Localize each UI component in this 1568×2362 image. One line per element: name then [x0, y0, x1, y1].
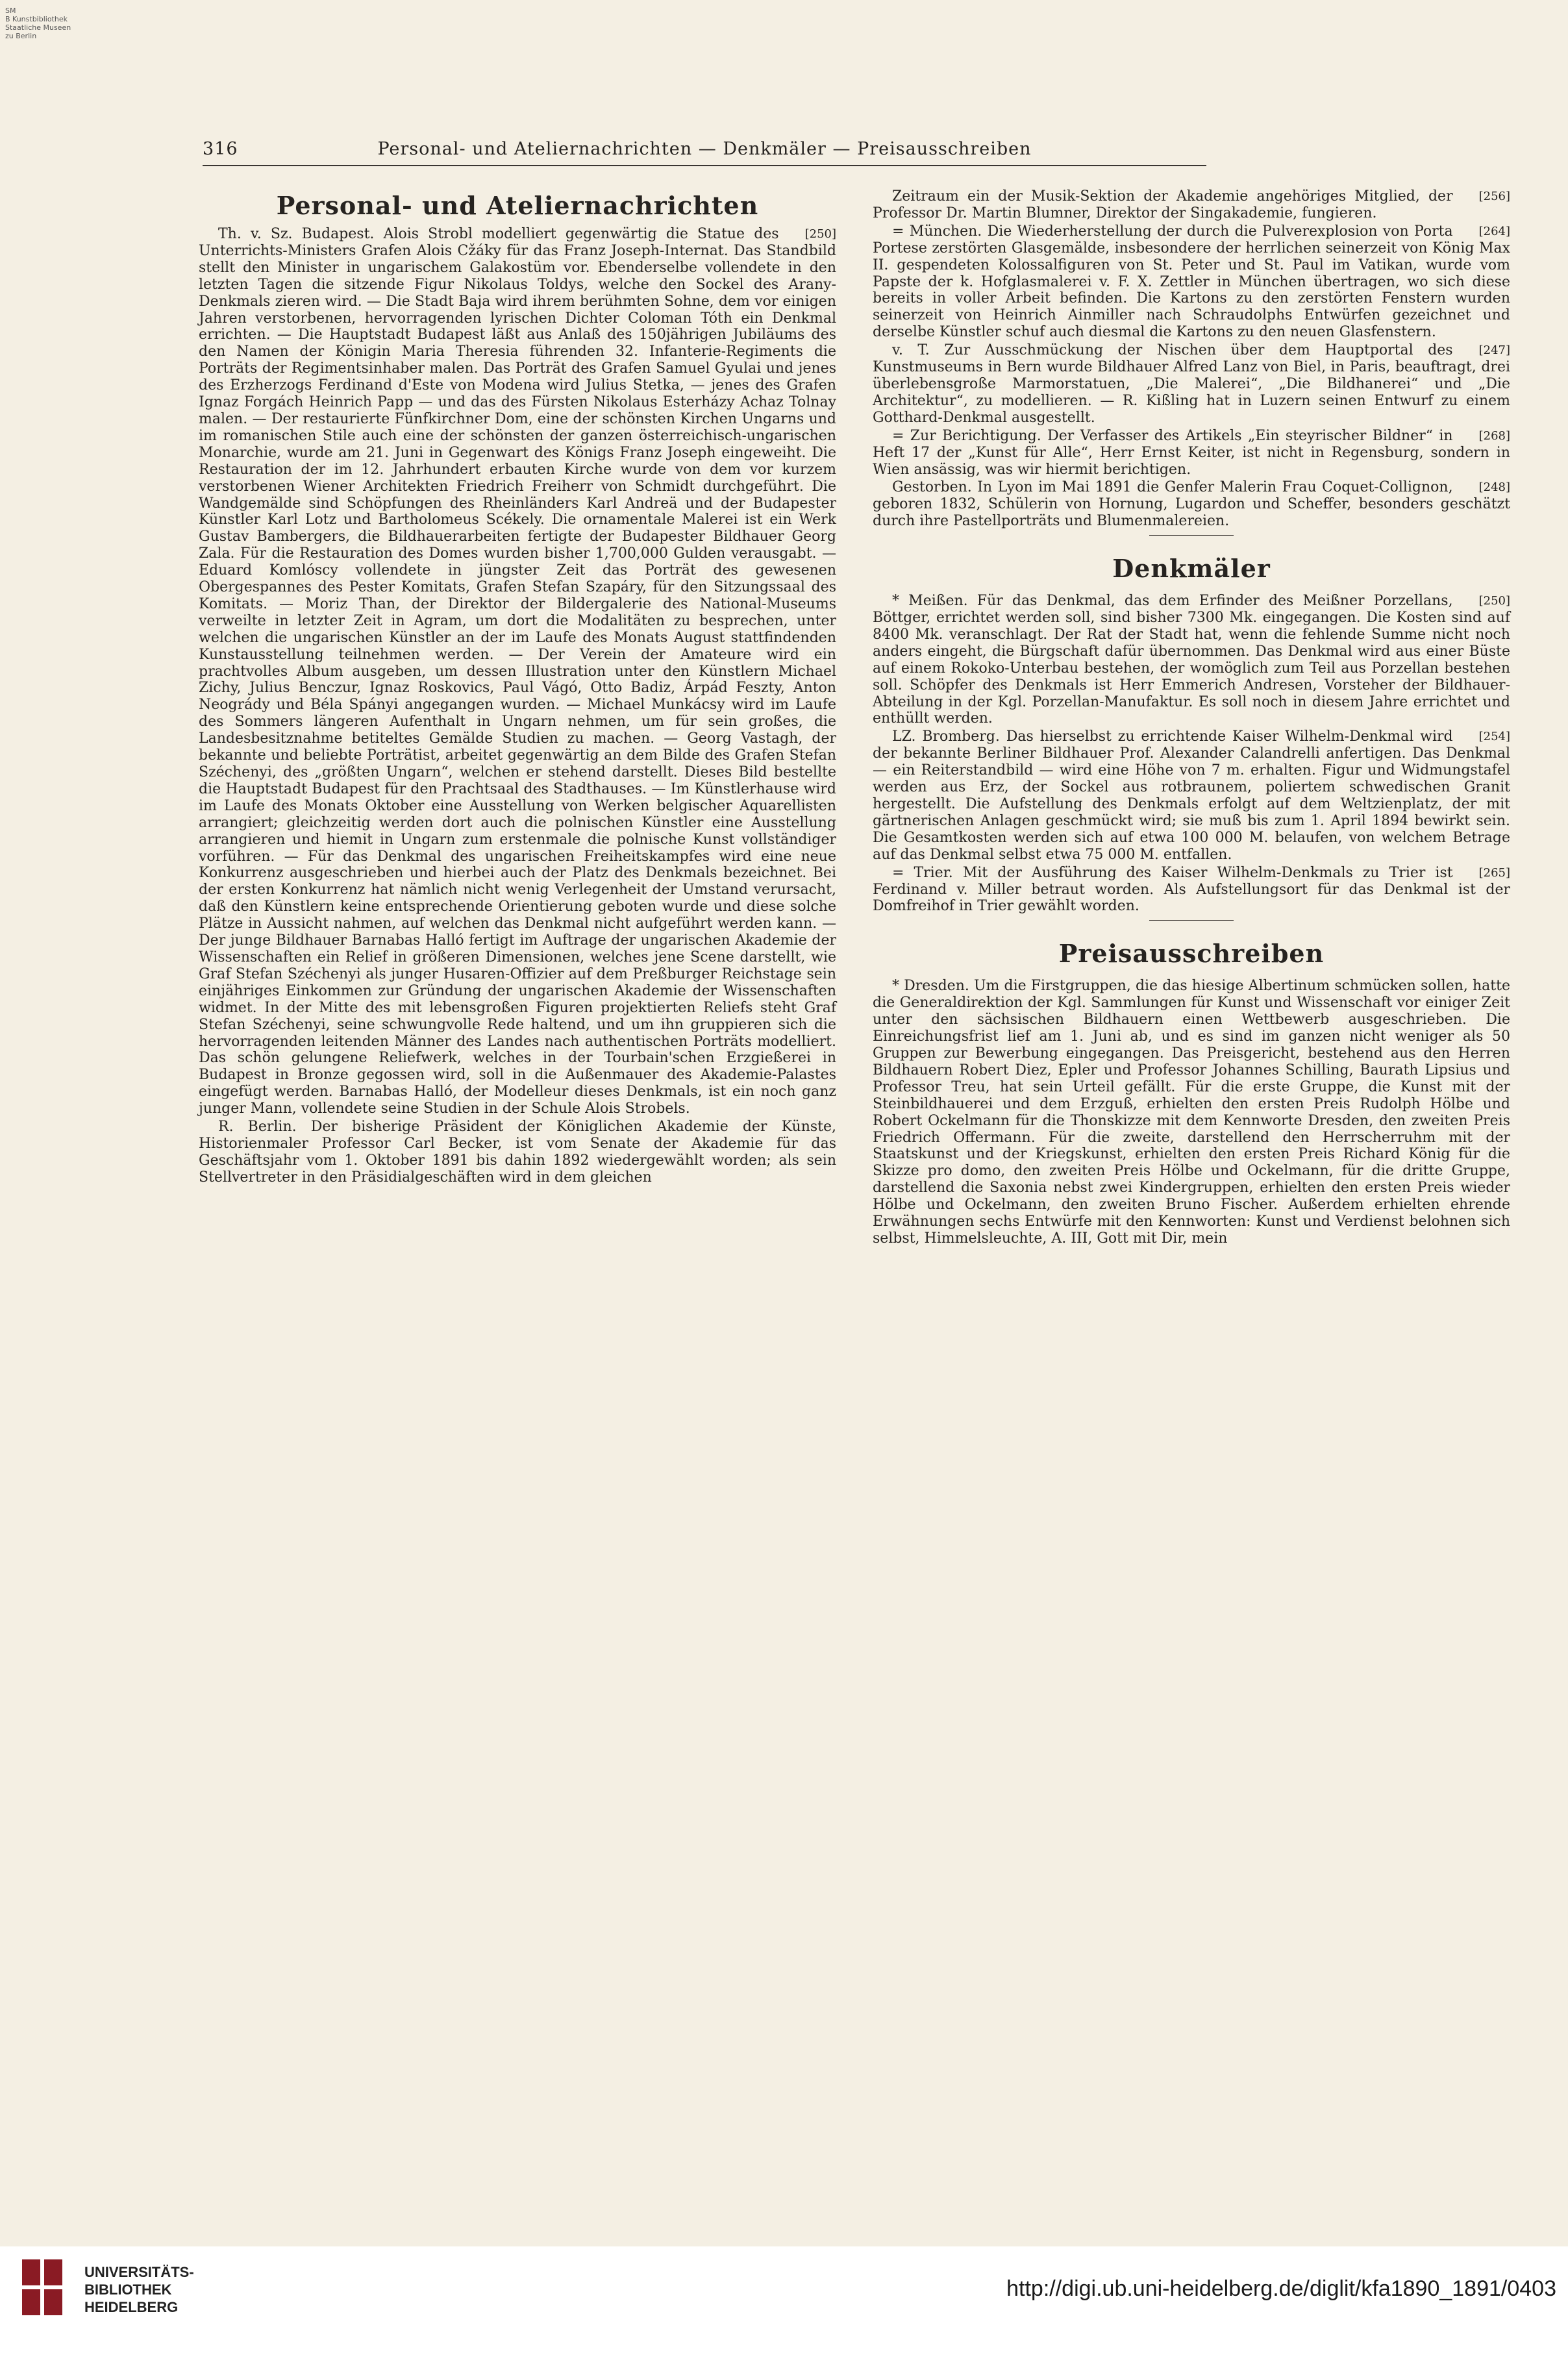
article-ref: [268] [1478, 429, 1510, 443]
section-heading-personal: Personal- und Ateliernachrichten [276, 191, 759, 220]
stamp-line: Staatliche Museen [5, 23, 71, 32]
stamp-line: zu Berlin [5, 32, 37, 40]
article-paragraph [199, 226, 836, 1117]
article-text: v. T. Zur Ausschmückung der Nischen über dem Hauptportal des Kunstmuseums in Bern wurde Bildhauer Alfred Lanz von Biel, in Paris, beauftragt, drei überlebensgroße Marmorstatuen, „Die Malerei“, „Die Bildhanerei“ und „Die Architektur“, zu modellieren. — R. Kißling hat in Luzern seinen Entwurf zu einem Gotthard-Denkmal ausgestellt. [873, 342, 1510, 426]
article-paragraph [873, 593, 1510, 727]
article-text: = München. Die Wiederherstellung der durch die Pulverexplosion von Porta Portese zerstörten Glasgemälde, insbesondere der herrlichen seinerzeit von König Max II. gespendeten Kolossalfiguren von St. Peter und St. Paul im Vatikan, wurde vom Papste der k. Hofglasmalerei v. F. X. Zettler in München übertragen, wo sich diese bereits in voller Arbeit befinden. Die Kartons zu den zerstörten Fenstern wurden seinerzeit von Heinrich Ainmiller nach Schraudolphs Entwürfen gezeichnet und derselbe Künstler schuf auch diesmal die Kartons zu den neuen Glasfenstern. [873, 223, 1510, 341]
article-text: Th. v. Sz. Budapest. Alois Strobl modelliert gegenwärtig die Statue des Unterrichts-Ministers Grafen Alois Cžáky für das Franz Joseph-Internat. Das Standbild stellt den Minister in ungarischem Galakostüm vor. Ebenderselbe vollendete in den letzten Tagen die sitzende Figur Nikolaus Toldys, welche den Sockel des Arany-Denkmals zieren wird. — Die Stadt Baja wird ihrem berühmten Sohne, dem vor einigen Jahren verstorbenen, hervorragenden lyrischen Dichter Coloman Tóth ein Denkmal errichten. — Die Hauptstadt Budapest läßt aus Anlaß des 150jährigen Jubiläums des den Namen der Königin Maria Theresia führenden 32. Infanterie-Regiments die Porträts der Regimentsinhaber malen. Das Porträt des Grafen Samuel Gyulai und jenes des Erzherzogs Ferdinand d'Este von Modena wird Julius Stetka, — jenes des Grafen Ignaz Forgách Heinrich Papp — und das des Fürsten Nikolaus Esterházy Achaz Tolnay malen. — Der restaurierte Fünfkirchner Dom, eine der schönsten Kirchen Ungarns und im romanischen Stile auch eine der schönsten der ganzen österreichisch-ungarischen Monarchie, wurde am 21. Juni in Gegenwart des Königs Franz Joseph eingeweiht. Die Restauration der im 12. Jahrhundert erbauten Kirche wurde von dem vor kurzem verstorbenen Wiener Architekten Friedrich Freiherr von Schmidt durchgeführt. Die Wandgemälde sind Schöpfungen des Rheinländers Karl Andreä und der Budapester Künstler Karl Lotz und Bartholomeus Scékely. Die ornamentale Malerei ist ein Werk Gustav Bambergers, die Bildhauerarbeiten fertigte der Budapester Bildhauer Georg Zala. Für die Restauration des Domes wurden bisher 1,700,000 Gulden verausgabt. — Eduard Komlóscy vollendete in jüngster Zeit das Porträt des gewesenen Obergespannes des Pester Komitats, Grafen Stefan Szapáry, für den Sitzungssaal des Komitats. — Moriz Than, der Direktor der Bildergalerie des National-Museums verweilte in letzter Zeit in Agram, um dort die Modalitäten zu besprechen, unter welchen die ungarischen Künstler an der im Laufe des Monats August stattfindenden Kunstausstellung teilnehmen werden. — Der Verein der Amateure wird ein prachtvolles Album ausgeben, um dessen Illustration unter den Künstlern Michael Zichy, Julius Benczur, Ignaz Roskovics, Paul Vágó, Otto Badiz, Árpád Feszty, Anton Neogrády und Béla Spányi angegangen wurden. — Michael Munkácsy wird im Laufe des Sommers längeren Aufenthalt in Ungarn nehmen, um für sein großes, die Landesbesitznahme betiteltes Gemälde Studien zu machen. — Georg Vastagh, der bekannte und beliebte Porträtist, arbeitet gegenwärtig an dem Bilde des Grafen Stefan Széchenyi, des „größten Ungarn“, welchen er stehend darstellt. Dieses Bild bestellte die Hauptstadt Budapest für den Prachtsaal des Stadthauses. — Im Künstlerhause wird im Laufe des Monats Oktober eine Ausstellung von Werken belgischer Aquarellisten arrangiert; gleichzeitig werden dort auch die polnischen Künstler eine Ausstellung arrangieren und hiemit in Ungarn zum erstenmale die polnische Kunst vollständiger vorführen. — Für das Denkmal des ungarischen Freiheitskampfes wird eine neue Konkurrenz ausgeschrieben und hierbei auch der Platz des Denkmals bezeichnet. Bei der ersten Konkurrenz hat nämlich nicht wenig Verlegenheit der Umstand verursacht, daß den Künstlern keine entsprechende Orientierung geboten wurde und diese solche Plätze in Aussicht nahmen, auf welchen das Denkmal nicht aufgeführt werden kann. — Der junge Bildhauer Barnabas Halló fertigt im Auftrage der ungarischen Akademie der Wissenschaften ein Relief in größeren Dimensionen, welches jene Scene darstellt, wie Graf Stefan Széchenyi als junger Husaren-Offizier auf dem Preßburger Reichstage sein einjähriges Einkommen zur Gründung der ungarischen Akademie der Wissenschaften widmet. In der Mitte des mit lebensgroßen Figuren projektierten Reliefs steht Graf Stefan Széchenyi, seine schwungvolle Rede haltend, und um ihn gruppieren sich die hervorragenden leitenden Männer des Landes nach authentischen Porträts modelliert. Das schön gelungene Reliefwerk, welches in der Tourbain'schen Erzgießerei in Budapest in Bronze gegossen wird, soll in die Außenmauer des Akademie-Palastes eingefügt werden. Barnabas Halló, der Modelleur dieses Denkmals, ist ein noch ganz junger Mann, vollendete seine Studien in der Schule Alois Strobels. [199, 226, 836, 1117]
article-ref: [247] [1478, 343, 1510, 358]
stamp-line: B Kunstbibliothek [5, 15, 68, 23]
article-ref: [265] [1478, 865, 1510, 880]
article-text: * Meißen. Für das Denkmal, das dem Erfinder des Meißner Porzellans, Böttger, errichtet werden soll, sind bisher 7300 Mk. eingegangen. Die Kosten sind auf 8400 Mk. veranschlagt. Der Rat der Stadt hat, wenn die fehlende Summe nicht noch anders eingeht, die Bürgschaft dafür übernommen. Das Denkmal wird aus einer Büste auf einem Rokoko-Unterbau bestehen, der womöglich zum Teil aus Porzellan bestehen soll. Schöpfer des Denkmals ist Herr Emmerich Andresen, Vorsteher der Bildhauer-Abteilung in der Kgl. Porzellan-Manufaktur. Es soll noch in diesem Jahre errichtet und enthüllt werden. [873, 593, 1510, 727]
section-divider [1149, 920, 1234, 921]
page-header [203, 139, 1206, 166]
article-paragraph [873, 865, 1510, 915]
running-title: Personal- und Ateliernachrichten — Denkmäler — Preisausschreiben [377, 139, 1032, 159]
article-text: Zeitraum ein der Musik-Sektion der Akademie angehöriges Mitglied, der Professor Dr. Martin Blumner, Direktor der Singakademie, fungieren. [873, 188, 1453, 221]
article-paragraph [873, 428, 1510, 479]
section-heading-preisausschreiben: Preisausschreiben [1058, 939, 1325, 969]
article-paragraph [873, 223, 1510, 341]
article-paragraph [873, 188, 1510, 222]
library-name-line: HEIDELBERG [84, 2299, 179, 2315]
article-paragraph [873, 728, 1510, 863]
article-paragraph [199, 1119, 836, 1186]
section-divider [1149, 535, 1234, 536]
page-number: 316 [203, 139, 238, 159]
article-text: = Zur Berichtigung. Der Verfasser des Artikels „Ein steyrischer Bildner“ in Heft 17 der „Kunst für Alle“, Herr Ernst Keiter, ist nicht in Regensburg, sondern in Wien ansässig, was wir hiermit berichtigen. [873, 427, 1510, 478]
viewer-footer [0, 2246, 1568, 2362]
library-stamp [5, 6, 103, 40]
right-column [873, 188, 1510, 1249]
article-text: * Dresden. Um die Firstgruppen, die das hiesige Albertinum schmücken sollen, hatte die Generaldirektion der Kgl. Sammlungen für Kunst und Wissenschaft vor einiger Zeit unter den sächsischen Bildhauern einen Wettbewerb ausgeschrieben. Die Einreichungsfrist lief am 1. Juni ab, und es sind im ganzen nicht weniger als 50 Gruppen zur Bewerbung eingegangen. Das Preisgericht, bestehend aus den Herren Bildhauern Robert Diez, Epler und Professor Johannes Schilling, Baurath Lipsius und Professor Treu, hat sein Urteil gefällt. Für die erste Gruppe, die Kunst mit der Steinbildhauerei und dem Erzguß, erhielten den ersten Preis Rudolph Hölbe und Robert Ockelmann für die Thonskizze mit dem Kennworte Dresden, den zweiten Preis Friedrich Offermann. Für die zweite, darstellend den Herrscherruhm mit der Staatskunst und der Kriegskunst, erhielten den ersten Preis Richard König für die Skizze pro domo, den zweiten Preis Hölbe und Ockelmann, für die dritte Gruppe, darstellend die Saxonia nebst zwei Kindergruppen, erhielten den ersten Preis wieder Hölbe und Ockelmann, den zweiten Bruno Fischer. Außerdem erhielten ehrende Erwähnungen sechs Entwürfe mit den Kennworten: Kunst und Verdienst belohnen sich selbst, Himmelsleuchte, A. III, Gott mit Dir, mein [873, 978, 1510, 1247]
article-paragraph [873, 342, 1510, 427]
article-ref: [256] [1478, 190, 1510, 203]
university-logo-icon [22, 2259, 64, 2317]
stamp-line: SM [5, 6, 16, 15]
section-heading-denkmaeler: Denkmäler [1112, 554, 1271, 584]
library-name-line: UNIVERSITÄTS- [84, 2264, 194, 2280]
article-text: = Trier. Mit der Ausführung des Kaiser Wilhelm-Denkmals zu Trier ist Ferdinand v. Miller betraut worden. Als Aufstellungsort für das Denkmal ist der Domfreihof in Trier gewählt worden. [873, 864, 1510, 915]
library-name-line: BIBLIOTHEK [84, 2281, 172, 2298]
article-paragraph [873, 978, 1510, 1247]
article-text: Gestorben. In Lyon im Mai 1891 die Genfer Malerin Frau Coquet-Collignon, geboren 1832, Schülerin von Hornung, Lugardon und Scheffer, besonders geschätzt durch ihre Pastellporträts und Blumenmalereien. [873, 479, 1510, 530]
article-text: R. Berlin. Der bisherige Präsident der Königlichen Akademie der Künste, Historienmaler Professor Carl Becker, ist vom Senate der Akademie für das Geschäftsjahr vom 1. Oktober 1891 bis dahin 1892 wiedergewählt worden; als sein Stellvertreter in den Präsidialgeschäften wird in dem gleichen [199, 1119, 836, 1186]
left-column [199, 188, 836, 1187]
article-ref: [254] [1478, 730, 1510, 744]
document-url-link[interactable]: http://digi.ub.uni-heidelberg.de/diglit/kfa1890_1891/0403 [1006, 2276, 1556, 2301]
article-ref: [250] [804, 227, 836, 241]
library-name [84, 2263, 194, 2316]
article-text: LZ. Bromberg. Das hierselbst zu errichtende Kaiser Wilhelm-Denkmal wird der bekannte Berliner Bildhauer Prof. Alexander Calandrelli anfertigen. Das Denkmal — ein Reiterstandbild — wird eine Höhe von 7 m. erhalten. Figur und Widmungstafel werden aus Erz, der Sockel aus rotbraunem, poliertem schwedischen Granit hergestellt. Die Aufstellung des Denkmals erfolgt auf dem Weltzienplatz, der mit gärtnerischen Anlagen geschmückt wird; sie muß bis zum 1. April 1894 bewirkt sein. Die Gesamtkosten werden sich auf etwa 100 000 M. belaufen, von welchem Betrage auf das Denkmal selbst etwa 75 000 M. entfallen. [873, 728, 1510, 863]
article-paragraph [873, 479, 1510, 530]
article-ref: [250] [1478, 594, 1510, 608]
article-ref: [264] [1478, 224, 1510, 238]
article-ref: [248] [1478, 480, 1510, 495]
